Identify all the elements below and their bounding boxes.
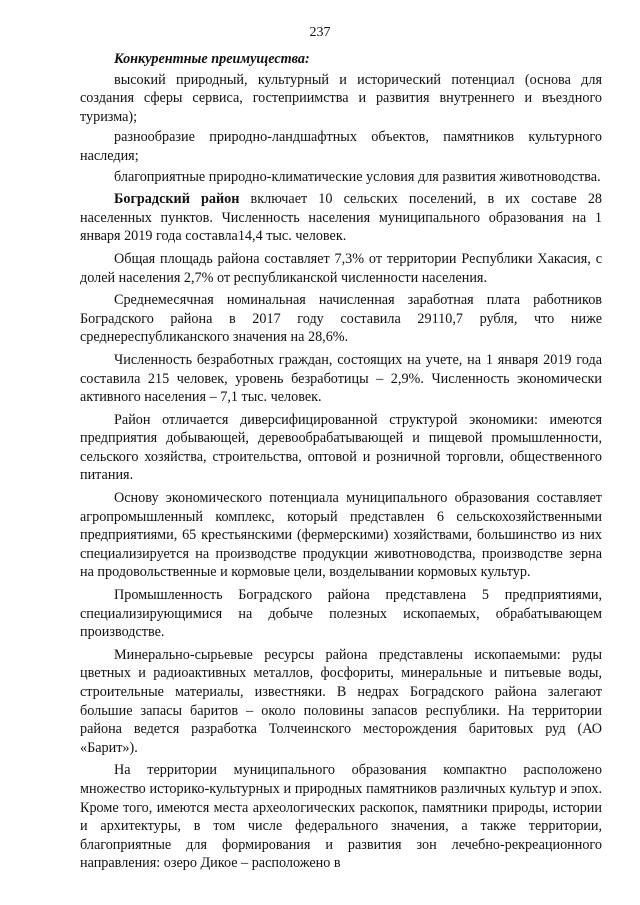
- advantage-item: благоприятные природно-климатические условия для развития животноводства.: [114, 168, 601, 185]
- body-paragraph: Основу экономического потенциала муниципального образования составляет агропромышленный комплекс, который представлен 6 сельскохозяйственными предприятиями, 65 крестьянскими (фермерскими) хозяйствами, большинство из них специализируется на производстве продукции животноводства, производстве зерна на продовольственные и кормовые цели, возделывании кормовых культур.: [80, 490, 602, 581]
- advantage-item: разнообразие природно-ландшафтных объектов, памятников культурного наследия;: [80, 129, 602, 164]
- district-intro-text: включает 10 сельских поселений, в их составе 28 населенных пунктов. Численность населения муниципального образования на 1 января 2019 года составла14,4 тыс. человек.: [80, 191, 603, 245]
- advantage-item: высокий природный, культурный и исторический потенциал (основа для создания сферы сервиса, гостеприимства и развития внутреннего и въездного туризма);: [80, 71, 602, 125]
- district-intro-paragraph: [80, 190, 602, 246]
- district-name: Боградский район: [114, 191, 240, 208]
- page-number: 237: [309, 25, 331, 40]
- body-paragraph: Минерально-сырьевые ресурсы района представлены ископаемыми: руды цветных и радиоактивных металлов, фосфориты, минеральные и питьевые воды, строительные материалы, известняки. В недрах Боградского района залегают большие запасы баритов – около половины запасов республики. На территории района ведется разработка Толчеинского месторождения баритовых руд (АО «Барит»).: [80, 646, 602, 756]
- section-heading: Конкурентные преимущества:: [114, 51, 310, 67]
- body-paragraph: Общая площадь района составляет 7,3% от территории Республики Хакасия, с долей населения 2,7% от республиканской численности населения.: [80, 250, 602, 286]
- page-body: [80, 50, 602, 875]
- body-paragraph: Среднемесячная номинальная начисленная заработная плата работников Боградского района в 2017 году составила 29110,7 рубля, что ниже среднереспубликанского значения на 28,6%.: [80, 292, 602, 346]
- body-paragraph: На территории муниципального образования компактно расположено множество историко-культурных и природных памятников различных культур и эпох. Кроме того, имеются места археологических раскопок, памятники природы, истории и архитектуры, в том числе федерального значения, а также территории, благоприятные для формирования и развития зон лечебно-рекреационного направления: озеро Дикое – расположено в: [80, 762, 602, 872]
- body-paragraph: Промышленность Боградского района представлена 5 предприятиями, специализирующимися на добыче полезных ископаемых, обрабатывающем производстве.: [80, 587, 602, 641]
- body-paragraph: Район отличается диверсифицированной структурой экономики: имеются предприятия добывающей, деревообрабатывающей и пищевой промышленности, сельского хозяйства, строительства, оптовой и розничной торговли, общественного питания.: [80, 411, 602, 484]
- body-paragraph: Численность безработных граждан, состоящих на учете, на 1 января 2019 года составила 215 человек, уровень безработицы – 2,9%. Численность экономически активного населения – 7,1 тыс. человек.: [80, 351, 602, 406]
